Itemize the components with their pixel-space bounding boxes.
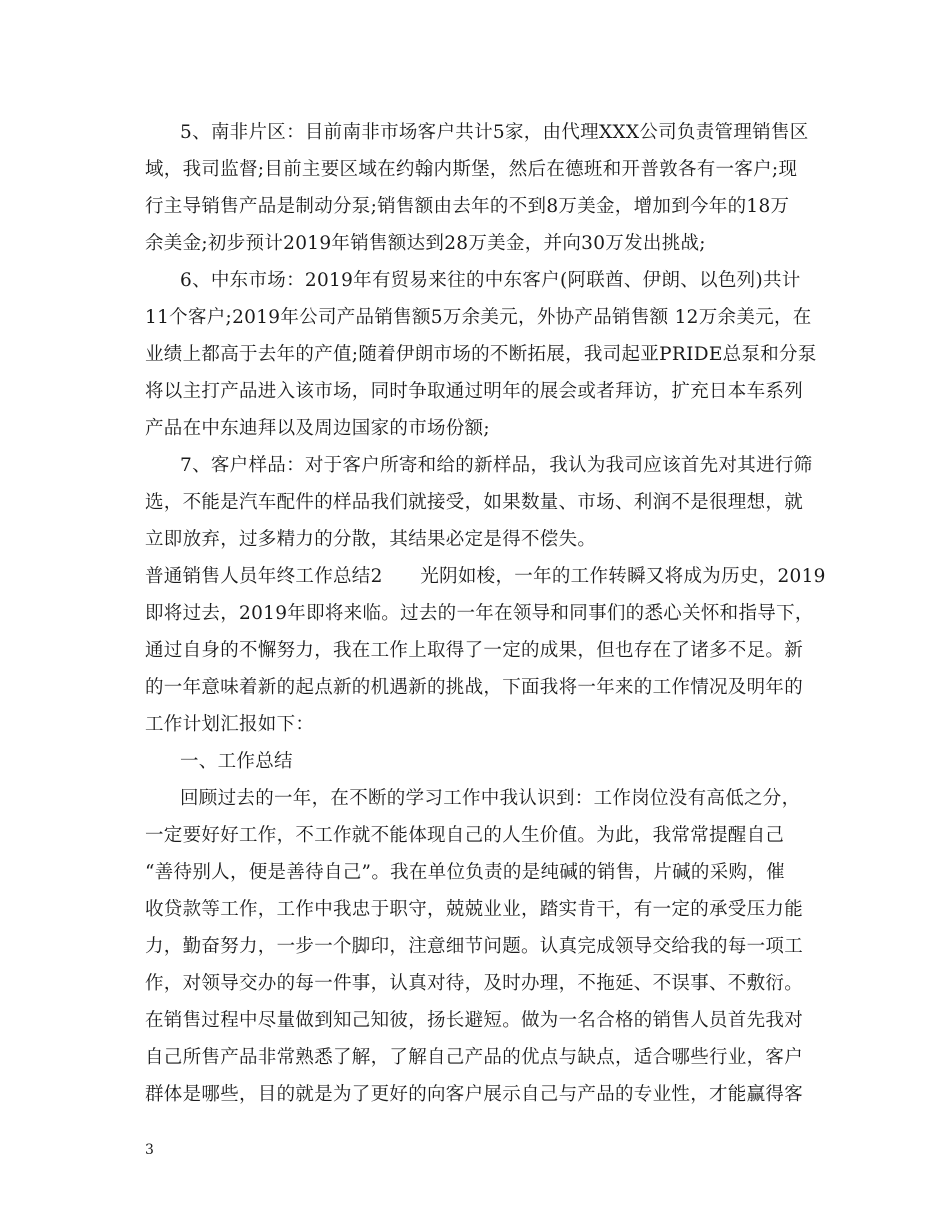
paragraph-line: 的一年意味着新的起点新的机遇新的挑战，下面我将一年来的工作情况及明年的	[145, 677, 804, 698]
paragraph-line: 5、南非片区：目前南非市场客户共计5家，由代理XXX公司负责管理销售区	[180, 122, 809, 143]
section-title-line: 普通销售人员年终工作总结2 光阴如梭，一年的工作转瞬又将成为历史，2019	[145, 566, 826, 587]
paragraph-line: 产品在中东迪拜以及周边国家的市场份额;	[145, 418, 490, 439]
paragraph-line: “善待别人，便是善待自己”。我在单位负责的是纯碱的销售，片碱的采购，催	[145, 862, 785, 883]
paragraph-line: 自己所售产品非常熟悉了解，了解自己产品的优点与缺点，适合哪些行业，客户	[145, 1047, 804, 1068]
paragraph-line: 选，不能是汽车配件的样品我们就接受，如果数量、市场、利润不是很理想，就	[145, 492, 804, 513]
page-number: 3	[145, 1142, 154, 1158]
paragraph-line: 将以主打产品进入该市场，同时争取通过明年的展会或者拜访，扩充日本车系列	[145, 381, 804, 402]
paragraph-line: 在销售过程中尽量做到知己知彼，扬长避短。做为一名合格的销售人员首先我对	[145, 1010, 804, 1031]
paragraph-line: 行主导销售产品是制动分泵;销售额由去年的不到8万美金，增加到今年的18万	[145, 196, 790, 217]
paragraph-line: 工作计划汇报如下：	[145, 714, 315, 735]
paragraph-line: 作，对领导交办的每一件事，认真对待，及时办理，不拖延、不误事、不敷衍。	[145, 973, 804, 994]
paragraph-line: 通过自身的不懈努力，我在工作上取得了一定的成果，但也存在了诸多不足。新	[145, 640, 804, 661]
paragraph-line: 即将过去，2019年即将来临。过去的一年在领导和同事们的悉心关怀和指导下，	[145, 603, 814, 624]
paragraph-line: 7、客户样品：对于客户所寄和给的新样品，我认为我司应该首先对其进行筛	[180, 455, 813, 476]
paragraph-line: 收贷款等工作，工作中我忠于职守，兢兢业业，踏实肯干，有一定的承受压力能	[145, 899, 804, 920]
paragraph-line: 回顾过去的一年，在不断的学习工作中我认识到：工作岗位没有高低之分，	[180, 788, 801, 809]
paragraph-line: 力，勤奋努力，一步一个脚印，注意细节问题。认真完成领导交给我的每一项工	[145, 936, 804, 957]
paragraph-line: 一定要好好工作，不工作就不能体现自己的人生价值。为此，我常常提醒自己	[145, 825, 785, 846]
paragraph-line: 立即放弃，过多精力的分散，其结果必定是得不偿失。	[145, 529, 597, 550]
paragraph-line: 业绩上都高于去年的产值;随着伊朗市场的不断拓展，我司起亚PRIDE总泵和分泵	[145, 344, 817, 365]
paragraph-line: 6、中东市场：2019年有贸易来往的中东客户(阿联酋、伊朗、以色列)共计	[180, 270, 801, 291]
paragraph-line: 域，我司监督;目前主要区域在约翰内斯堡，然后在德班和开普敦各有一客户;现	[145, 159, 798, 180]
subheading-line: 一、工作总结	[180, 751, 293, 772]
paragraph-line: 群体是哪些，目的就是为了更好的向客户展示自己与产品的专业性，才能赢得客	[145, 1084, 804, 1105]
paragraph-line: 11个客户;2019年公司产品销售额5万余美元，外协产品销售额 12万余美元，在	[145, 307, 812, 328]
paragraph-line: 余美金;初步预计2019年销售额达到28万美金，并向30万发出挑战;	[145, 233, 706, 254]
